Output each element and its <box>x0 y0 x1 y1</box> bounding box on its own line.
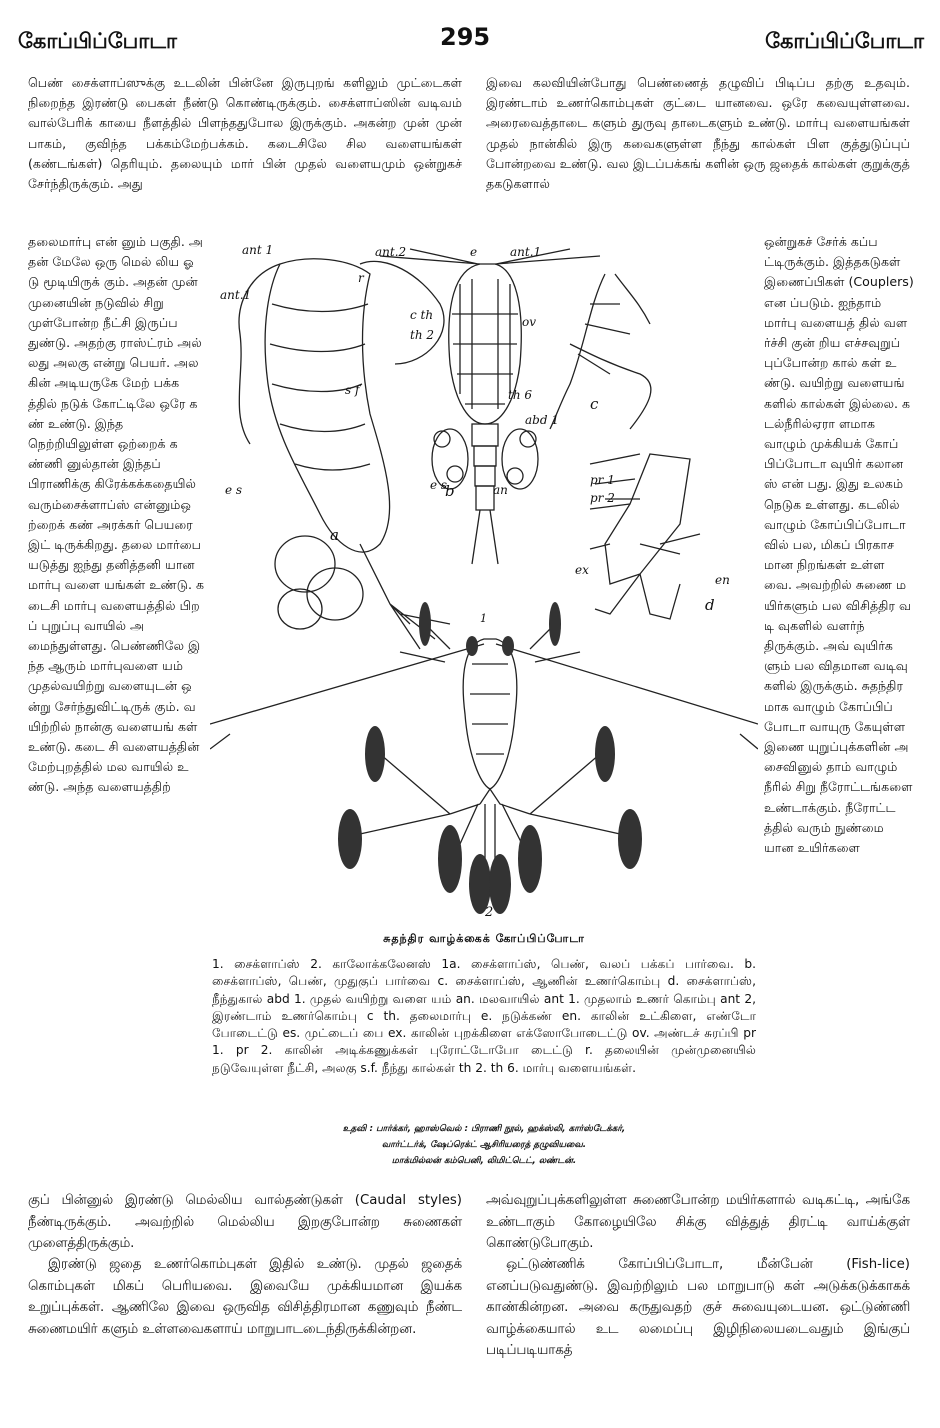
figure-caption-title: சுதந்திர வாழ்க்கைக் கோப்பிப்போடா <box>383 932 585 945</box>
label-2: 2 <box>485 905 494 920</box>
label-abd1: abd 1 <box>525 413 559 427</box>
label-1: 1 <box>480 612 487 625</box>
label-es-b: e s <box>430 478 448 492</box>
left-bottom-paragraph-2: இரண்டு ஜதை உணர்கொம்புகள் இதில் உண்டு. முதல் ஜதைக் கொம்புகள் மிகப் பெரியவை. இவையே முக்கியமான இயக்க உறுப்புக்கள். ஆணிலே இவை ஒருவித விசித்திரமான கணுவும் நீண்ட சுணைமயிர் களும் உள்ளவைகளாய் மாறுபாடடைந்திருக்கின்றன. <box>28 1257 462 1337</box>
label-es-a: e s <box>225 483 243 497</box>
label-ant1-a: ant.1 <box>220 288 252 302</box>
label-b: b <box>445 482 455 500</box>
label-cth: c th <box>410 308 434 322</box>
left-column-top-text: பெண் சைக்ளாப்ஸுக்கு உடலின் பின்னே இருபுறங் களிலும் முட்டைகள் நிறைந்த இரண்டு பைகள் நீண்டு கொண்டிருக்கும். சைக்ளாப்ஸின் வடிவம் வால்பேரிக் காயை நீளத்தில் பிளந்ததுபோல இருக்கும். அகன்ற முன் முன் பாகம், குவிந்த பக்கம்மேற்பக்கம். கடைசிலே சில வளையங்கள் (கண்டங்கள்) தெரியும். தலையும் மார் பின் முதல் வளையமும் ஒன்றுகச் சேர்ந்திருக்கும். அது <box>28 75 462 192</box>
figure-legend: 1. சைக்ளாப்ஸ் 2. காலோக்கலேனஸ் 1a. சைக்ளாப்ஸ், பெண், வலப் பக்கப் பார்வை. b. சைக்ளாப்ஸ், பெண், முதுகுப் பார்வை c. சைக்ளாப்ஸ், ஆணின் உணர்கொம்பு d. சைக்ளாப்ஸ், நீந்துகால் abd 1. முதல் வயிற்று வளை யம் an. மலவாயில் ant 1. முதலாம் உணர் கொம்பு ant 2, இரண்டாம் உணர்கொம்பு c th. தலைமார்பு e. நடுக்கண் en. காலின் உட்கிளை, எண்டோ போடைட்டு es. முட்டைப் பை ex. காலின் புறக்கிளை எக்ஸோபோடைட்டு ov. அண்டச் சுரப்பி pr 1. pr 2. காலின் அடிக்கணுக்கள் புரோட்டோபோ டைட்டு r. தலையின் முன்முனையில் நடுவேயுள்ள நீட்சி, அலகு s.f. நீந்து கால்கள் th 2. th 6. மார்பு வளையங்கள். <box>212 957 756 1075</box>
label-th6: th 6 <box>508 388 532 402</box>
copepod-figure <box>210 244 758 922</box>
label-pr1: pr 1 <box>590 473 615 487</box>
label-sf: s f <box>345 383 360 397</box>
label-d: d <box>705 596 715 614</box>
label-ov: ov <box>522 315 537 329</box>
right-bottom-paragraph-2: ஒட்டுண்ணிக் கோப்பிப்போடா, மீன்பேன் (Fish-lice) எனப்படுவதுண்டு. இவற்றிலும் பல மாறுபாடு கள் அடுக்கடுக்காகக் காண்கின்றன. அவை கருதுவதற் குச் சுவையுடையன. ஒட்டுண்ணி வாழ்க்கையால் உட லமைப்பு இழிநிலையடைவதும் இங்குப் படிப்படியாகத் <box>486 1257 910 1358</box>
label-c: c <box>590 395 599 413</box>
label-pr2: pr 2 <box>590 491 615 505</box>
left-bottom-paragraph-1: குப் பின்னுல் இரண்டு மெல்லிய வால்தண்டுகள் (Caudal styles) நீண்டிருக்கும். அவற்றில் மெல்லிய இறகுபோன்ற சுணைகள் முளைத்திருக்கும். <box>28 1193 462 1251</box>
label-e: e <box>470 245 478 259</box>
figure-credit-line-1: உதவி : பார்க்கர், ஹாஸ்வெல் : பிராணி நூல், ஹக்ஸ்லி, கார்ஸ்டேக்கர், <box>342 1124 626 1134</box>
label-ant1-b: ant.1 <box>510 245 542 259</box>
calanus-drawing <box>210 624 758 864</box>
right-column-narrow-text: ஒன்றுகச் சேர்க் கப்பட்டிருக்கும். இத்தகடுகள் இணைப்பிகள் (Couplers) என ப்படும். ஐந்தாம் மார்பு வளையத் தில் வளர்ச்சி குன் றிய எச்சவுறுப் புப்போன்ற கால் கள் உண்டு. வயிற்று வளையங் களில் கால்கள் இல்லை. கடல்நீரில்ஏரா ளமாக வாழும் முக்கியக் கோப் பிப்போடா வுயிர் கலானஸ் என் பது. இது உலகம் நெடுக உள்ளது. கடலில் வாழும் கோப்பிப்போடா வில் பல, மிகப் பிரகாசமான நிறங்கள் உள்ள வை. அவற்றில் சுணை மயிர்களும் பல விசித்திர வடி வுகளில் வளர்ந் திருக்கும். அவ் வுயிர்களும் பல விதமான வடிவு களில் இருக்கும். சுதந்திரமாக வாழும் கோப்பிப் போடா வாயுரு கேயுள்ள இணை யுறுப்புக்களின் அசைவினுல் தாம் வாழும் நீரில் சிறு நீரோட்டங்களை உண்டாக்கும். நீரோட்டத்தில் வரும் நுண்மை யான உயிர்களை <box>764 234 914 856</box>
cyclops-antenna-drawing <box>550 274 651 429</box>
page-number: 295 <box>440 23 491 51</box>
label-an: an <box>493 483 508 497</box>
label-r: r <box>358 271 364 285</box>
right-column-top-text: இவை கலவியின்போது பெண்ணைத் தழுவிப் பிடிப்ப தற்கு உதவும். இரண்டாம் உணர்கொம்புகள் குட்டை யானவை. ஒரே கவையுள்ளவை. அரைவைத்தாடை களும் துருவு தாடைகளும் உண்டு. மார்பு வளையங்கள் முதல் நான்கில் இரு கவைகளுள்ள நீந்து கால்கள் பிள குத்துடுப்புப் போன்றவை உண்டு. வல இடப்பக்கங் களின் ஒரு ஜதைக் கால்கள் குறுக்குத் தகடுகளால் <box>486 75 910 192</box>
figure-credit-line-2: வார்ட்டர்க், ஷேப்ரெக்ட் ஆசிரியரைத் தழுவியவை. <box>381 1140 587 1150</box>
running-head-left: கோப்பிப்போடா <box>18 29 177 53</box>
label-en: en <box>715 573 730 587</box>
left-column-narrow-text: தலைமார்பு என் னும் பகுதி. அதன் மேலே ஒரு மெல் லிய ஓடு மூடியிருக் கும். அதன் முன் முனையின் நடுவில் சிறு முள்போன்ற நீட்சி இருப்ப துண்டு. அதற்கு ராஸ்ட்ரம் அல் லது அலகு என்று பெயர். அலகின் அடியருகே மேற் பக்கத்தில் நடுக் கோட்டிலே ஒரே கண் உண்டு. இந்த நெற்றியிலுள்ள ஒற்றைக் கண்ணி னுல்தான் இந்தப் பிராணிக்கு கிரேக்கக்கதையில் வரும்சைக்ளாப்ஸ் என்னும்ஒற்றைக் கண் அரக்கர் பெயரை இட் டிருக்கிறது. தலை மார்பை யடுத்து ஐந்து தனித்தனி யான மார்பு வளை யங்கள் உண்டு. கடைசி மார்பு வளையத்தில் பிறப் புறுப்பு வாயில் அமைந்துள்ளது. பெண்ணிலே இந்த ஆரும் மார்புவளை யம் முதல்வயிற்று வளையுடன் ஒன்று சேர்ந்துவிட்டிருக் கும். வயிற்றில் நான்கு வளையங் கள் உண்டு. கடை சி வளையத்தின் மேற்புறத்தில் மல வாயில் உண்டு. அந்த வளையத்திற் <box>28 234 204 795</box>
label-ex: ex <box>575 563 589 577</box>
cyclops-dorsal-view-drawing <box>380 249 600 564</box>
label-ant2: ant.2 <box>375 245 407 259</box>
label-ant1-c: ant 1 <box>242 244 274 257</box>
label-a: a <box>330 526 339 544</box>
figure-credit-line-3: மாக்மில்லன் கம்பெனி, லிமிட்டெட், லண்டன். <box>391 1156 577 1166</box>
right-bottom-paragraph-1: அவ்வுறுப்புக்களிலுள்ள சுணைபோன்ற மயிர்களால் வடிகட்டி, அங்கே உண்டாகும் கோழையிலே சிக்கு வித்துத் திரட்டி வாய்க்குள் கொண்டுபோகும். <box>486 1193 910 1251</box>
label-th2: th 2 <box>410 328 434 342</box>
running-head-right: கோப்பிப்போடா <box>765 29 924 53</box>
